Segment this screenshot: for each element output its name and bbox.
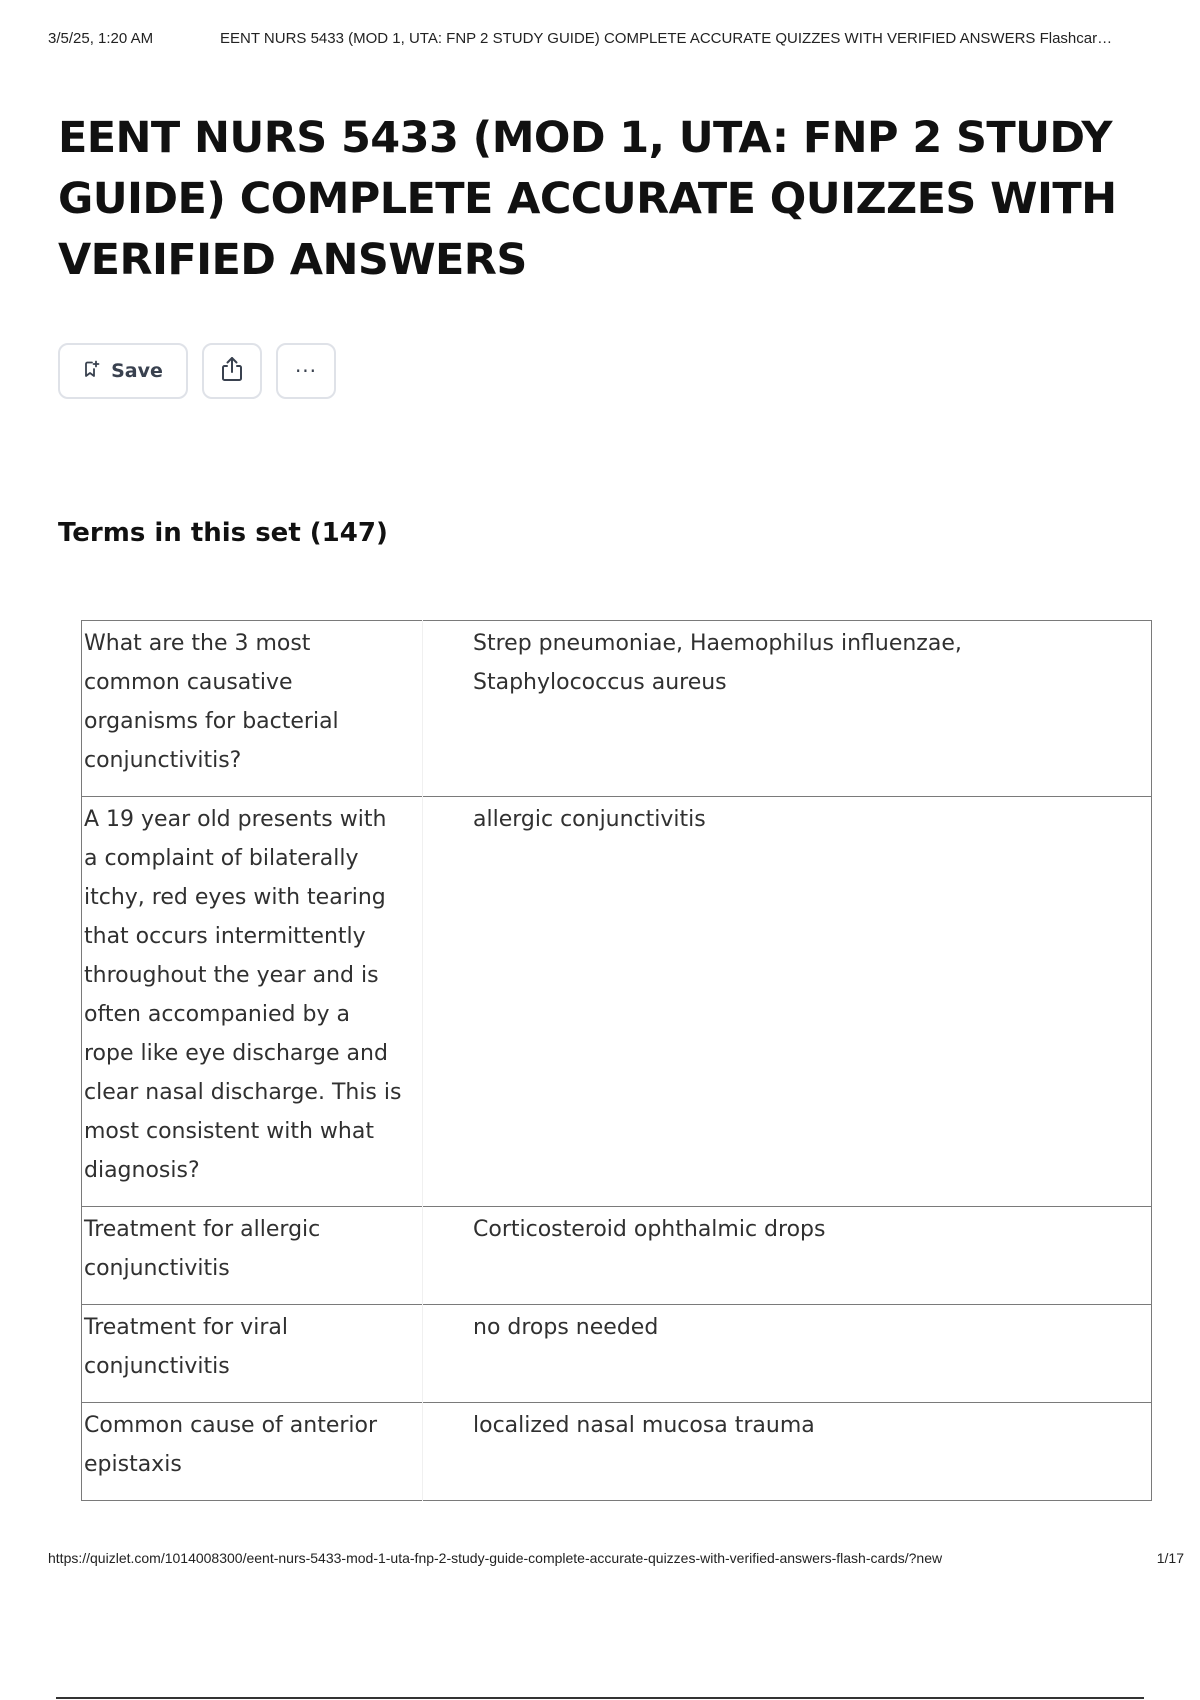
more-dots-icon: ··· [294,359,318,383]
table-row [82,621,1152,797]
term-cell: Treatment for viral conjunctivitis [82,1305,423,1403]
print-footer [48,1550,1184,1569]
save-button[interactable] [58,343,188,399]
page-title: EENT NURS 5433 (MOD 1, UTA: FNP 2 STUDY GUIDE) COMPLETE ACCURATE QUIZZES WITH VERIFIED ANSWERS [58,113,1117,285]
print-date: 3/5/25, 1:20 AM [48,30,154,47]
table-row [82,1207,1152,1305]
terms-table [81,620,1152,1501]
definition-cell: Strep pneumoniae, Haemophilus influenzae, Staphylococcus aureus [473,631,962,695]
table-row [82,797,1152,1207]
print-header [48,30,1178,47]
bookmark-plus-icon [83,360,101,383]
print-url: https://quizlet.com/1014008300/eent-nurs-5433-mod-1-uta-fnp-2-study-guide-complete-accurate-quizzes-with-verified-answers-flash-cards/?new [48,1550,943,1566]
share-icon [219,355,245,387]
action-bar [58,343,336,399]
save-label: Save [111,360,163,382]
term-cell: A 19 year old presents with a complaint of bilaterally itchy, red eyes with tearing that occurs intermittently throughout the year and is often accompanied by a rope like eye discharge and clear nasal discharge. This is most consistent with what diagnosis? [82,797,423,1207]
share-button[interactable] [202,343,262,399]
definition-cell: localized nasal mucosa trauma [473,1413,815,1438]
term-cell: Treatment for allergic conjunctivitis [82,1207,423,1305]
definition-cell: no drops needed [473,1315,659,1340]
definition-cell: allergic conjunctivitis [473,807,706,832]
print-document-title: EENT NURS 5433 (MOD 1, UTA: FNP 2 STUDY GUIDE) COMPLETE ACCURATE QUIZZES WITH VERIFIED ANSWERS Flashcar… [220,30,1113,47]
more-options-button[interactable] [276,343,336,399]
term-cell: What are the 3 most common causative organisms for bacterial conjunctivitis? [82,621,423,797]
term-cell: Common cause of anterior epistaxis [82,1403,423,1501]
definition-cell: Corticosteroid ophthalmic drops [473,1217,826,1242]
table-row [82,1305,1152,1403]
table-row [82,1403,1152,1501]
page-number: 1/17 [1156,1550,1184,1566]
terms-heading: Terms in this set (147) [58,518,388,548]
page-divider [56,1697,1144,1699]
